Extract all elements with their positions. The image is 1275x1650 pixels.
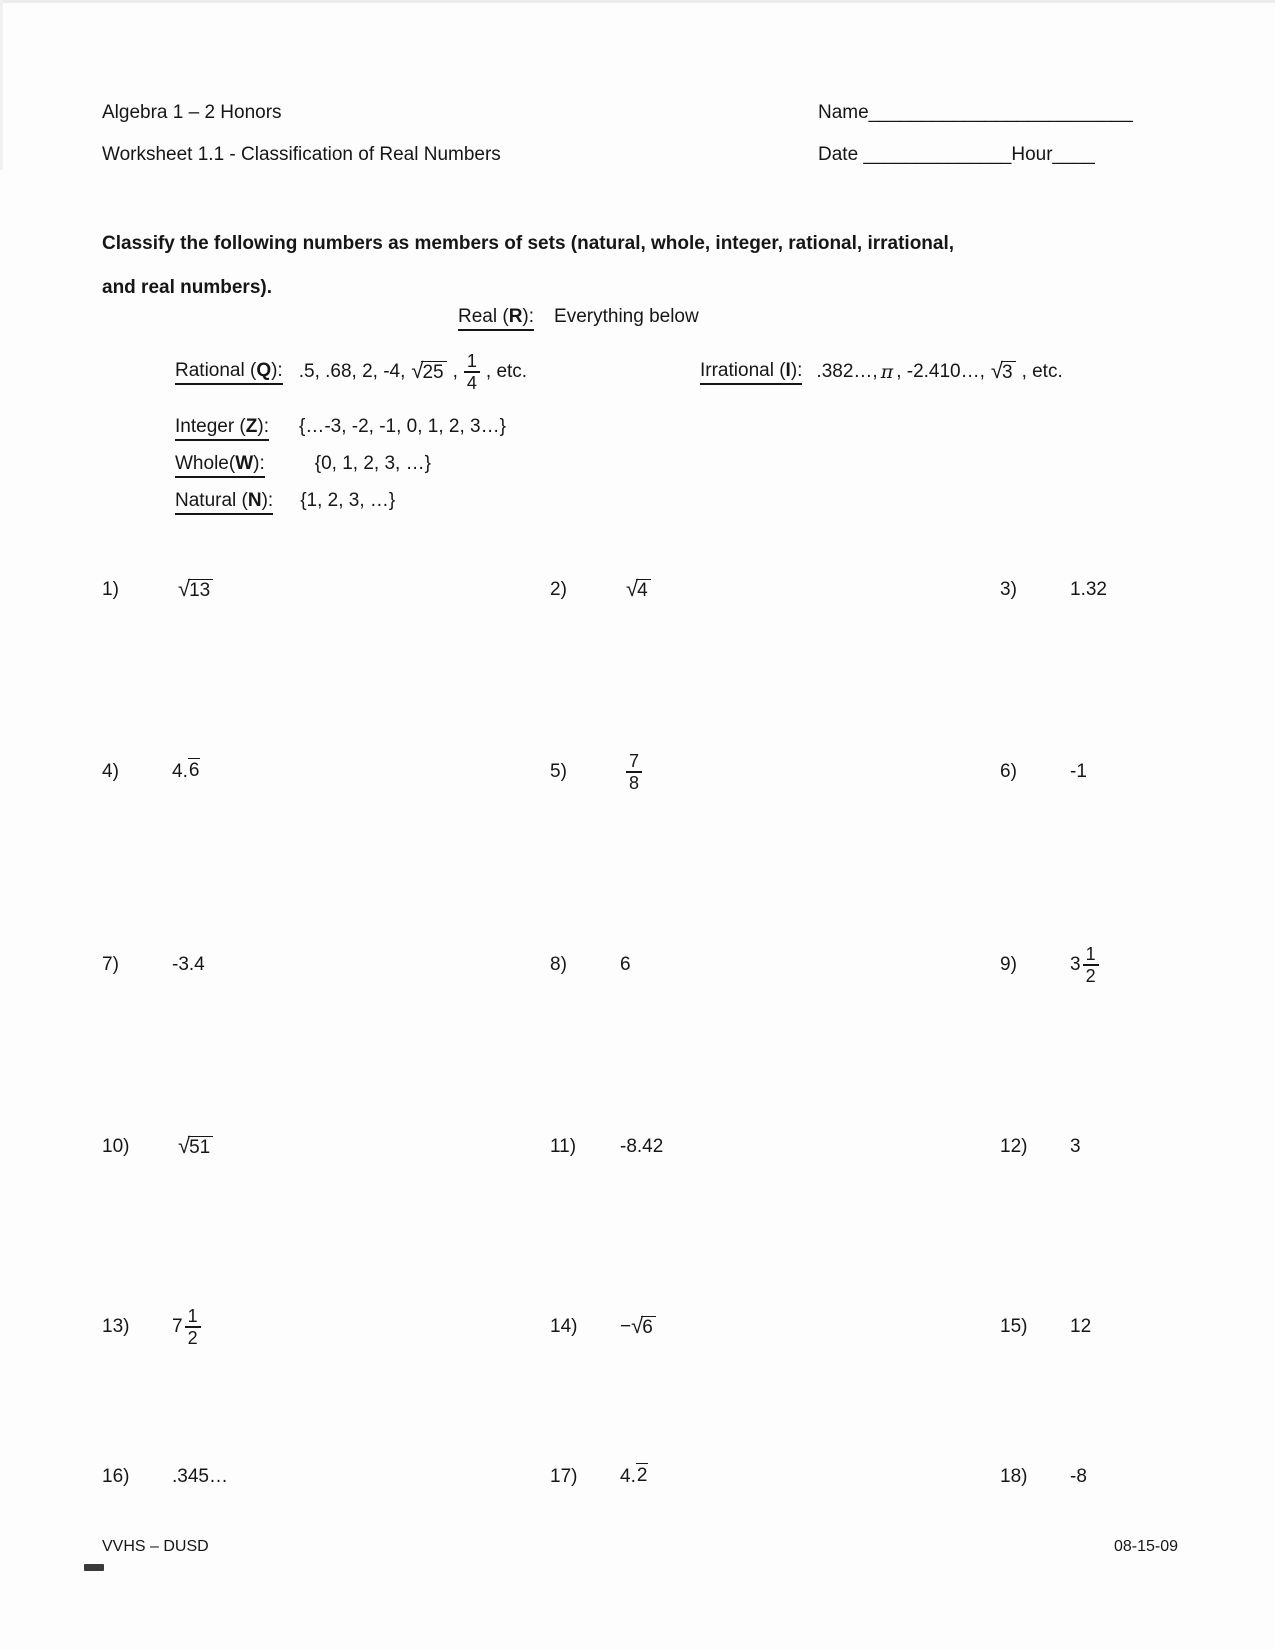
radical-icon: √ bbox=[411, 358, 424, 383]
problem-16 bbox=[102, 1437, 228, 1517]
scan-edge-top bbox=[0, 0, 1275, 3]
whole-label: Whole(W): bbox=[175, 453, 265, 478]
natural-set: {1, 2, 3, …} bbox=[300, 490, 396, 511]
problem-value: -1 bbox=[1070, 761, 1087, 782]
sqrt-expression: √ 6 bbox=[631, 1316, 656, 1338]
irrational-label: Irrational (I): bbox=[700, 360, 802, 385]
problems-row-5 bbox=[0, 1287, 1275, 1367]
radical-icon: √ bbox=[178, 576, 191, 601]
real-label: Real (R): bbox=[458, 306, 534, 331]
problem-2 bbox=[550, 550, 657, 630]
problem-11 bbox=[550, 1107, 663, 1187]
problem-value bbox=[172, 576, 219, 601]
key-whole bbox=[175, 453, 431, 478]
problem-number: 15) bbox=[1000, 1316, 1028, 1337]
problems-row-2 bbox=[0, 732, 1275, 812]
problem-number: 3) bbox=[1000, 579, 1017, 600]
sqrt-expression: √ 51 bbox=[178, 1136, 213, 1158]
worksheet-title: Worksheet 1.1 - Classification of Real Numbers bbox=[102, 144, 501, 165]
radical-icon: √ bbox=[178, 1133, 191, 1158]
problem-value bbox=[1070, 944, 1099, 986]
fraction: $\frac{1}{2}$ bbox=[185, 1306, 201, 1348]
problem-value: 4. 2 bbox=[620, 1464, 648, 1487]
problems-row-4 bbox=[0, 1107, 1275, 1187]
problem-1 bbox=[102, 550, 219, 630]
problems-row-3 bbox=[0, 925, 1275, 1005]
integer-set: {…-3, -2, -1, 0, 1, 2, 3…} bbox=[298, 416, 506, 437]
problem-number: 2) bbox=[550, 579, 567, 600]
key-real bbox=[458, 306, 699, 331]
problem-value: -8.42 bbox=[620, 1136, 664, 1157]
sqrt-expression: √ 13 bbox=[178, 579, 213, 601]
problem-5 bbox=[550, 732, 648, 812]
problem-value bbox=[620, 576, 657, 601]
problem-number: 10) bbox=[102, 1136, 130, 1157]
problems-row-1 bbox=[0, 550, 1275, 630]
radical-icon: √ bbox=[626, 576, 639, 601]
natural-label: Natural (N): bbox=[175, 490, 273, 515]
problem-17 bbox=[550, 1437, 648, 1517]
problem-value: 4. 6 bbox=[172, 759, 200, 782]
problem-3 bbox=[1000, 550, 1107, 630]
problem-number: 7) bbox=[102, 954, 119, 975]
problem-18 bbox=[1000, 1437, 1087, 1517]
irrational-examples-end: , etc. bbox=[1021, 361, 1063, 382]
problem-number: 5) bbox=[550, 761, 567, 782]
problem-number: 11) bbox=[550, 1136, 577, 1157]
rational-examples-end: , etc. bbox=[485, 361, 528, 382]
problem-9 bbox=[1000, 925, 1099, 1005]
problem-number: 6) bbox=[1000, 761, 1017, 782]
instructions bbox=[102, 222, 954, 310]
fraction: $\frac{1}{2}$ bbox=[1083, 944, 1099, 986]
irrational-examples: .382…, bbox=[816, 361, 878, 382]
problem-value: -8 bbox=[1070, 1466, 1087, 1487]
problem-number: 1) bbox=[102, 579, 119, 600]
real-description: Everything below bbox=[554, 306, 699, 327]
problem-value bbox=[620, 1313, 662, 1338]
footer-school: VVHS – DUSD bbox=[102, 1538, 209, 1555]
problem-number: 9) bbox=[1000, 954, 1017, 975]
problem-value: .345… bbox=[172, 1466, 228, 1487]
problem-number: 12) bbox=[1000, 1136, 1028, 1157]
problem-4 bbox=[102, 732, 200, 812]
mixed-whole: 7 bbox=[172, 1316, 183, 1337]
problem-7 bbox=[102, 925, 205, 1005]
problem-number: 17) bbox=[550, 1466, 578, 1487]
sqrt-expression: √ 3 bbox=[991, 361, 1016, 383]
rational-examples: .5, .68, 2, -4, bbox=[298, 361, 406, 382]
instructions-line-2: and real numbers). bbox=[102, 277, 272, 298]
irrational-examples-mid: , -2.410…, bbox=[896, 361, 985, 382]
fraction: $\frac{1}{4}$ bbox=[464, 351, 480, 393]
rational-separator: , bbox=[452, 361, 458, 382]
problem-value: 6 bbox=[620, 954, 631, 975]
problem-value: 1.32 bbox=[1070, 579, 1107, 600]
problem-value bbox=[172, 1306, 201, 1348]
problem-number: 14) bbox=[550, 1316, 578, 1337]
problem-15 bbox=[1000, 1287, 1091, 1367]
mixed-whole: 3 bbox=[1070, 954, 1081, 975]
repeating-digit: 6 bbox=[188, 759, 200, 781]
scan-artifact bbox=[84, 1564, 104, 1571]
problem-8 bbox=[550, 925, 631, 1005]
footer-date: 08-15-09 bbox=[1113, 1538, 1178, 1555]
radical-icon: √ bbox=[631, 1313, 644, 1338]
key-irrational bbox=[700, 342, 1063, 402]
problem-6 bbox=[1000, 732, 1087, 812]
integer-label: Integer (Z): bbox=[175, 416, 269, 441]
problems-row-6 bbox=[0, 1437, 1275, 1517]
problem-10 bbox=[102, 1107, 219, 1187]
problem-number: 8) bbox=[550, 954, 567, 975]
problem-value bbox=[620, 751, 648, 793]
problem-number: 16) bbox=[102, 1466, 130, 1487]
problem-12 bbox=[1000, 1107, 1081, 1187]
problem-14 bbox=[550, 1287, 662, 1367]
problem-13 bbox=[102, 1287, 201, 1367]
problem-value: -3.4 bbox=[172, 954, 205, 975]
repeating-digit: 2 bbox=[636, 1464, 648, 1486]
course-title: Algebra 1 – 2 Honors bbox=[102, 102, 282, 123]
date-hour-blank-line: Date ______________Hour____ bbox=[818, 144, 1095, 165]
key-rational bbox=[175, 342, 527, 402]
scan-edge-left bbox=[0, 0, 3, 170]
name-blank-line: Name_________________________ bbox=[818, 102, 1133, 123]
problem-value bbox=[172, 1133, 219, 1158]
key-natural bbox=[175, 490, 395, 515]
problem-number: 13) bbox=[102, 1316, 130, 1337]
instructions-line-1: Classify the following numbers as members of sets (natural, whole, integer, rational, irrational, bbox=[102, 233, 955, 254]
problem-value: 12 bbox=[1070, 1316, 1092, 1337]
sqrt-expression: √ 4 bbox=[626, 579, 651, 601]
problem-number: 18) bbox=[1000, 1466, 1028, 1487]
pi-symbol: π bbox=[880, 361, 894, 383]
problem-number: 4) bbox=[102, 761, 119, 782]
rational-label: Rational (Q): bbox=[175, 360, 283, 385]
sqrt-expression: √ 25 bbox=[411, 361, 446, 383]
radical-icon: √ bbox=[990, 358, 1003, 383]
fraction: $\frac{7}{8}$ bbox=[626, 751, 642, 793]
minus-sign: − bbox=[620, 1316, 632, 1337]
key-integer bbox=[175, 416, 506, 441]
whole-set: {0, 1, 2, 3, …} bbox=[314, 453, 431, 474]
problem-value: 3 bbox=[1070, 1136, 1081, 1157]
